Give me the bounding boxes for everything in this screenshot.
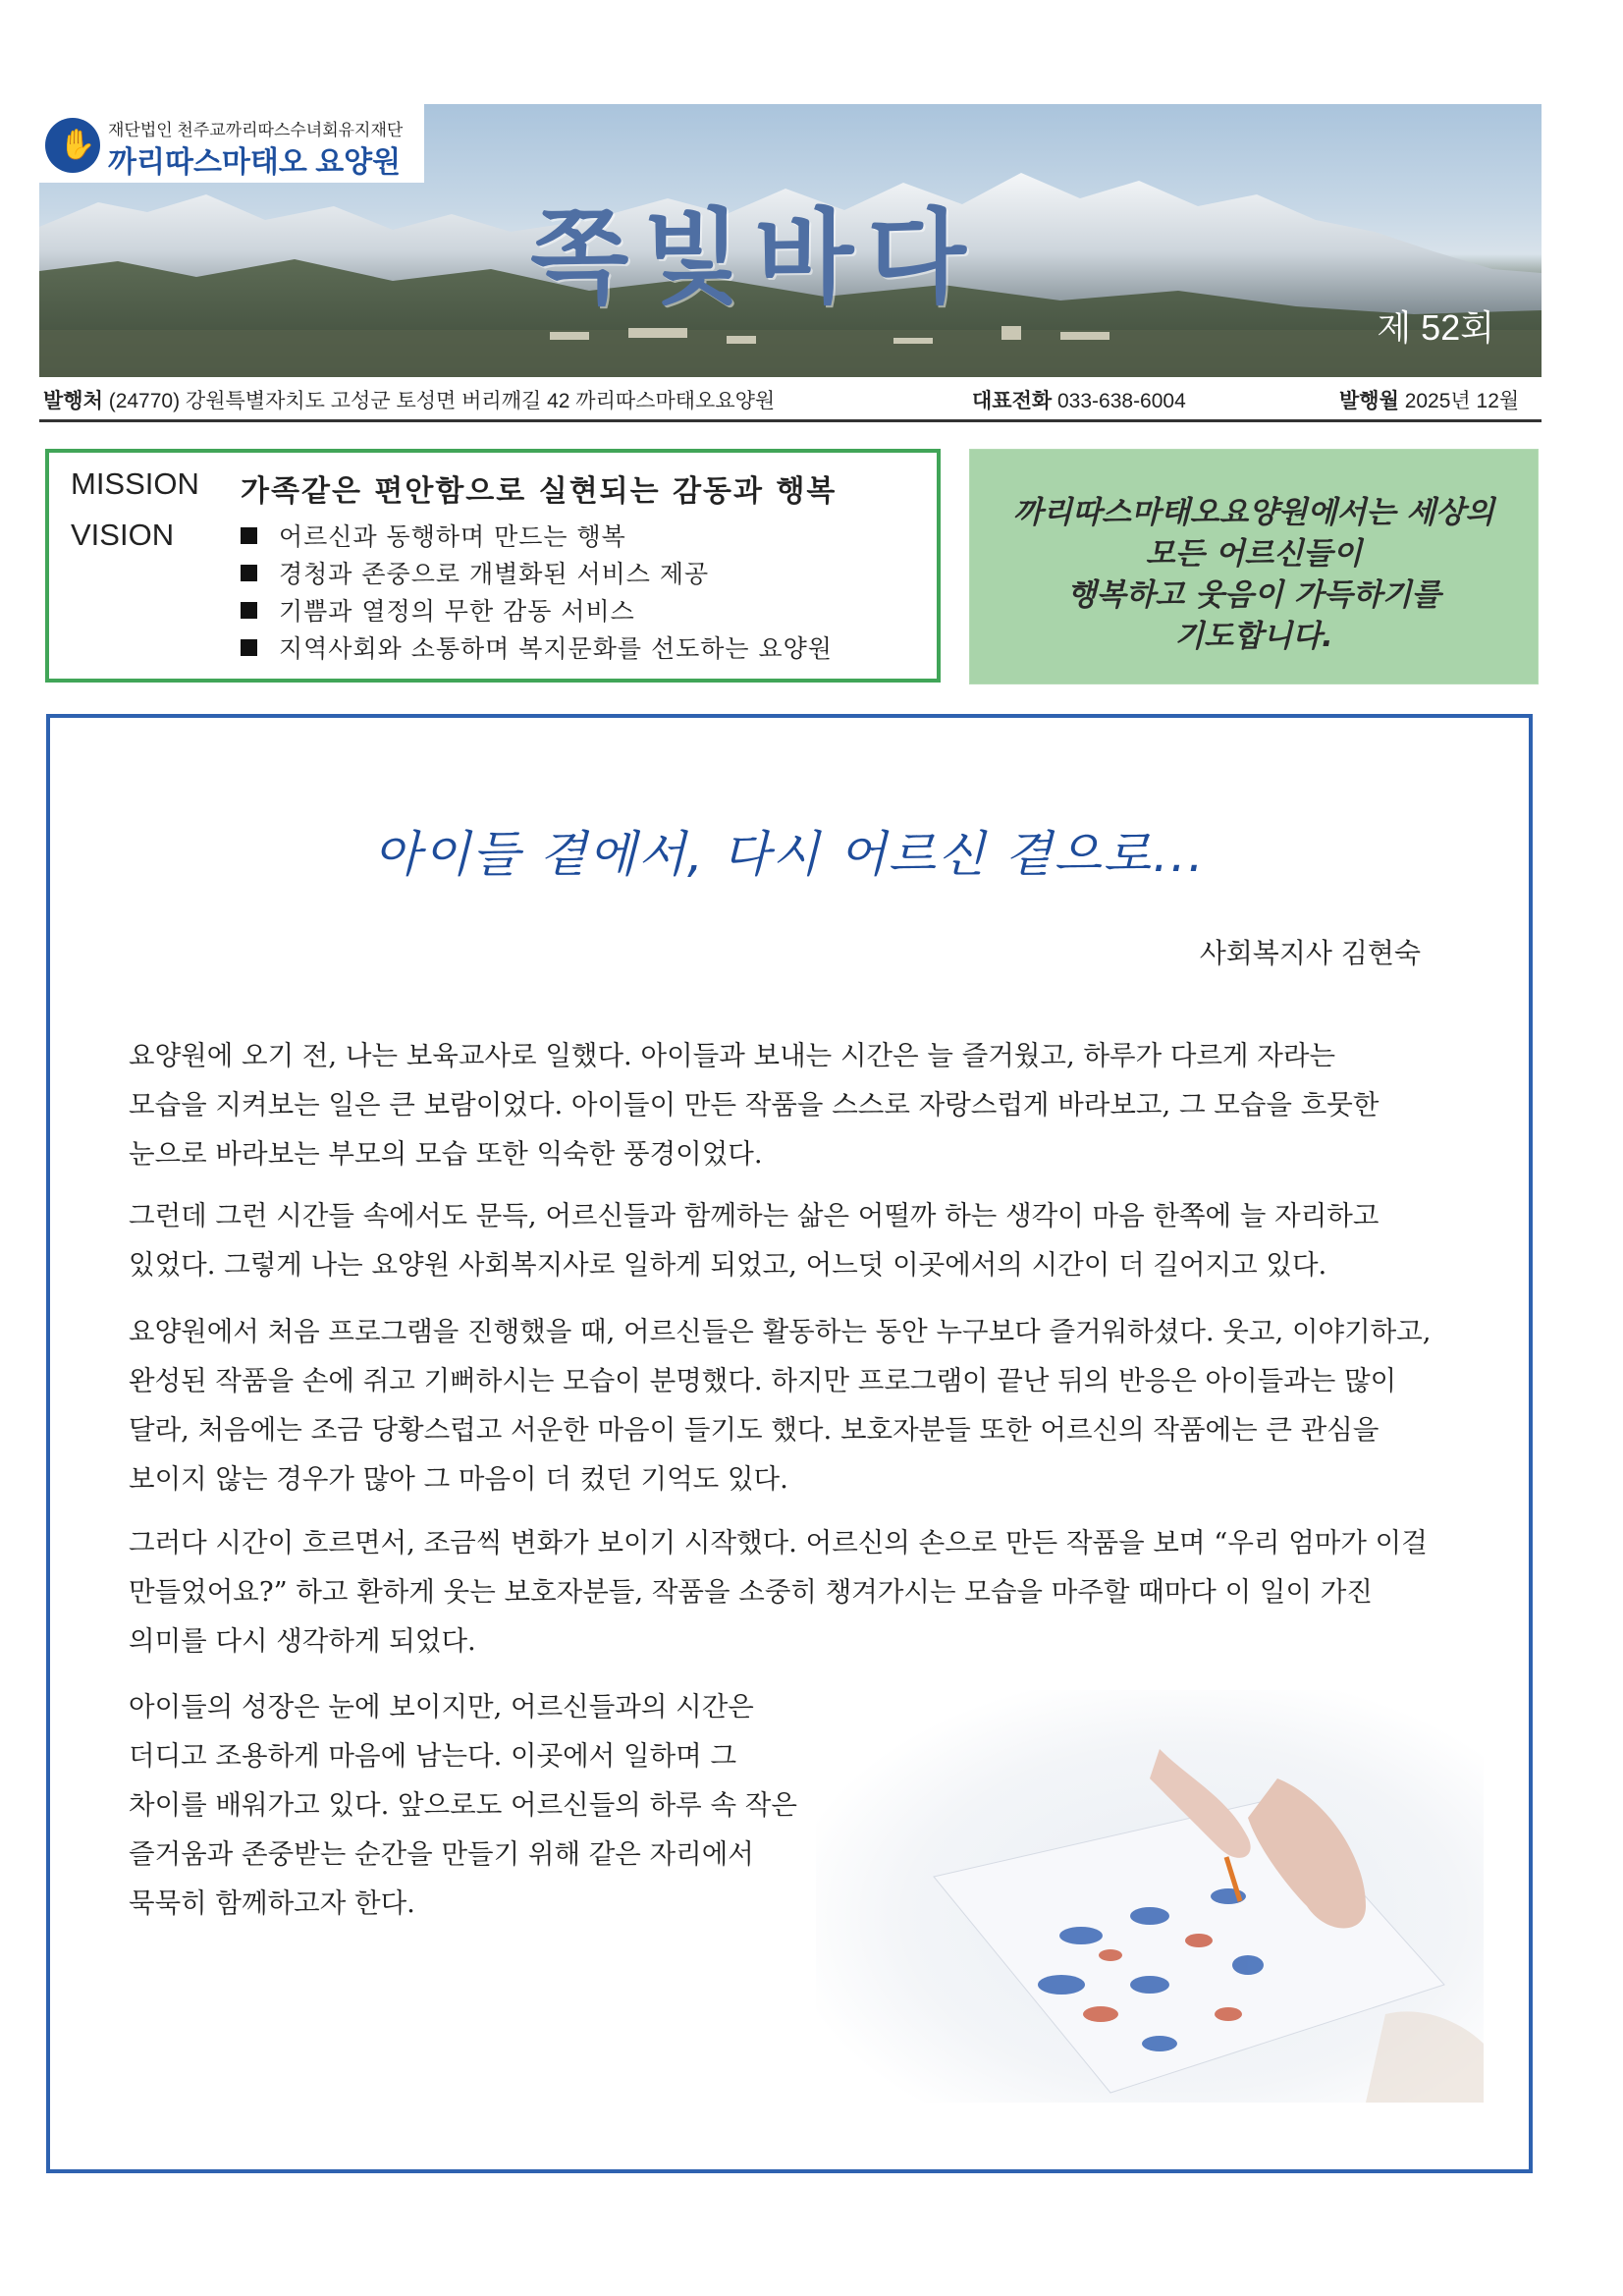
logo-block xyxy=(39,104,424,183)
vision-list xyxy=(241,518,833,667)
article-paragraph: 그런데 그런 시간들 속에서도 문득, 어르신들과 함께하는 삶은 어떨까 하는 생각이 마음 한쪽에 늘 자리하고 있었다. 그렇게 나는 요양원 사회복지사로 일하게 되었고, 어느덧 이곳에서의 시간이 더 길어지고 있다. xyxy=(129,1200,1380,1281)
prayer-line: 까리따스마태오요양원에서는 세상의 xyxy=(1013,495,1494,530)
bullet-square-icon xyxy=(241,639,257,656)
mission-text: 가족같은 편안함으로 실현되는 감동과 행복 xyxy=(241,474,838,509)
prayer-line: 모든 어르신들이 xyxy=(1145,536,1363,572)
vision-label: VISION xyxy=(71,518,175,552)
phone-info xyxy=(972,385,1186,414)
bullet-square-icon xyxy=(241,565,257,581)
bullet-square-icon xyxy=(241,602,257,619)
article-paragraph: 요양원에서 처음 프로그램을 진행했을 때, 어르신들은 활동하는 동안 누구보다 즐거워하셨다. 웃고, 이야기하고, 완성된 작품을 손에 쥐고 기뻐하시는 모습이 분명했다. 하지만 프로그램이 끝난 뒤의 반응은 아이들과는 많이 달라, 처음에는 조금 당황스럽고 서운한 마음이 들기도 했다. 보호자분들 또한 어르신의 작품에는 큰 관심을 보이지 않는 경우가 많아 그 마음이 더 컸던 기억도 있다. xyxy=(129,1316,1432,1495)
header-banner xyxy=(39,104,1542,377)
article-paragraph: 그러다 시간이 흐르면서, 조금씩 변화가 보이기 시작했다. 어르신의 손으로 만든 작품을 보며 “우리 엄마가 이걸 만들었어요?” 하고 환하게 웃는 보호자분들, 작품을 소중히 챙겨가시는 모습을 마주할 때마다 이 일이 가진 의미를 다시 생각하게 되었다. xyxy=(129,1527,1428,1657)
vision-item: 어르신과 동행하며 만드는 행복 xyxy=(241,518,833,555)
publish-date: 2025년 12월 xyxy=(1404,390,1520,412)
article-author: 사회복지사 김현숙 xyxy=(1199,937,1421,969)
article-paragraph: 아이들의 성장은 눈에 보이지만, 어르신들과의 시간은 더디고 조용하게 마음에 남는다. 이곳에서 일하며 그 차이를 배워가고 있다. 앞으로도 어르신들의 하루 속 작은 즐거움과 존중받는 순간을 만들기 위해 같은 자리에서 묵묵히 함께하고자 한다. xyxy=(129,1691,797,1919)
org-subtitle: 재단법인 천주교까리따스수녀회유지재단 xyxy=(108,121,404,139)
publisher-label: 발행처 xyxy=(43,390,103,412)
publisher-address: (24770) 강원특별자치도 고성군 토성면 버리깨길 42 까리따스마태오요양원 xyxy=(108,390,776,412)
newsletter-title: 쪽빛바다 xyxy=(530,197,980,317)
date-info xyxy=(1339,385,1519,414)
org-name: 까리따스마태오 요양원 xyxy=(108,146,402,179)
vision-item: 기쁨과 열정의 무한 감동 서비스 xyxy=(241,592,833,629)
prayer-line: 행복하고 웃음이 가득하기를 xyxy=(1066,577,1441,613)
mission-label: MISSION xyxy=(71,466,199,501)
activity-photo xyxy=(816,1690,1484,2103)
article-title: 아이들 곁에서, 다시 어르신 곁으로... xyxy=(373,826,1206,883)
phone-label: 대표전화 xyxy=(972,390,1053,412)
article-frame xyxy=(46,714,1533,2173)
prayer-line: 기도합니다. xyxy=(1174,619,1333,654)
bullet-square-icon xyxy=(241,527,257,544)
phone-number: 033-638-6004 xyxy=(1057,390,1186,412)
article-paragraph: 요양원에 오기 전, 나는 보육교사로 일했다. 아이들과 보내는 시간은 늘 즐거웠고, 하루가 다르게 자라는 모습을 지켜보는 일은 큰 보람이었다. 아이들이 만든 작품을 스스로 자랑스럽게 바라보고, 그 모습을 흐뭇한 눈으로 바라보는 부모의 모습 또한 익숙한 풍경이었다. xyxy=(129,1040,1380,1170)
publisher-info xyxy=(43,385,775,414)
header-divider xyxy=(39,419,1542,422)
mission-vision-box xyxy=(45,449,941,683)
prayer-box xyxy=(969,449,1539,684)
vision-item: 지역사회와 소통하며 복지문화를 선도하는 요양원 xyxy=(241,629,833,667)
publisher-line xyxy=(43,381,1542,416)
date-label: 발행월 xyxy=(1339,390,1399,412)
logo-icon: ✋ xyxy=(45,118,100,173)
issue-number: 제 52회 xyxy=(1377,307,1494,348)
vision-item: 경청과 존중으로 개별화된 서비스 제공 xyxy=(241,555,833,592)
